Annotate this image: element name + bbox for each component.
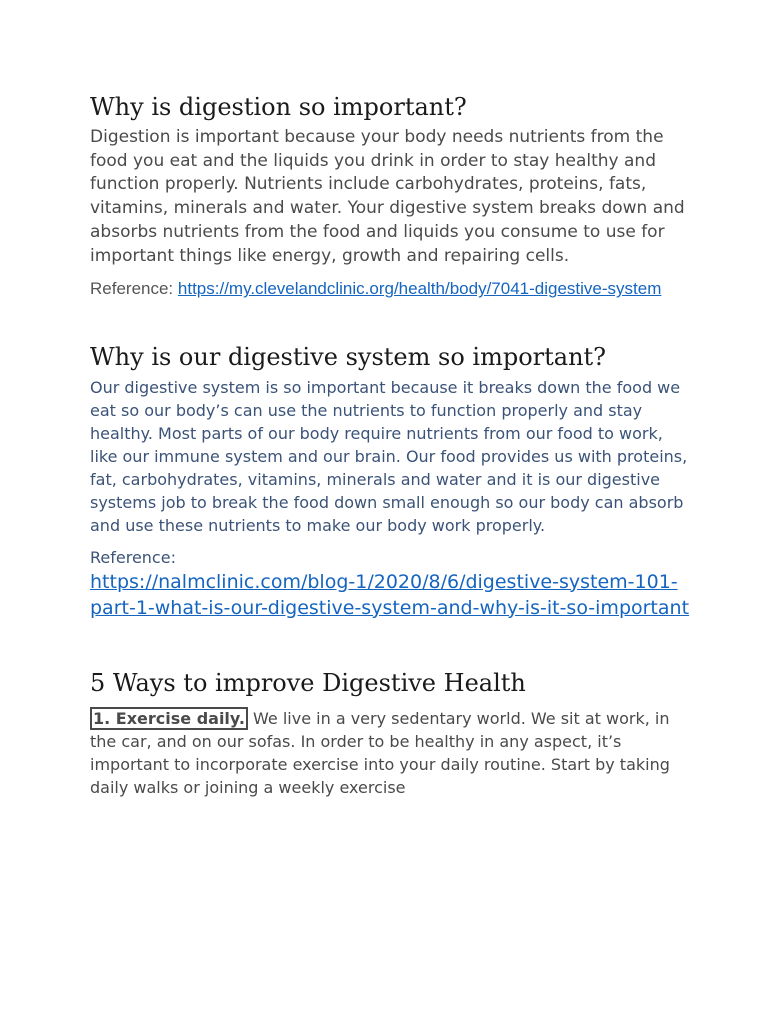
- section-2-body: Our digestive system is so important because it breaks down the food we eat so our body’s can use the nutrients to function properly and stay healthy. Most parts of our body require nutrients from our food to work, like our immune system and our brain. Our food provides us with proteins, fat, carbohydrates, vitamins, minerals and water and it is our digestive systems job to break the food down small enough so our body can absorb and use these nutrients to make our body work properly.: [90, 378, 688, 535]
- document-page: [90, 90, 690, 799]
- section-1-body: Digestion is important because your body needs nutrients from the food you eat and the liquids you drink in order to stay healthy and function properly. Nutrients include carbohydrates, proteins, fats, vitamins, minerals and water. Your digestive system breaks down and absorbs nutrients from the food and liquids you consume to use for important things like energy, growth and repairing cells.: [90, 127, 685, 266]
- reference-label: Reference:: [90, 279, 178, 299]
- clevelandclinic-link[interactable]: https://my.clevelandclinic.org/health/body/7041-digestive-system: [177, 279, 662, 299]
- section-1-reference: [90, 277, 690, 300]
- tip-1-body: We live in a very sedentary world. We sit at work, in the car, and on our sofas. In order to be healthy in any aspect, it’s important to incorporate exercise into your daily routine. Start by taking daily walks or joining a weekly exercise: [90, 708, 670, 797]
- tip-1: [90, 707, 690, 799]
- nalmclinic-link[interactable]: https://nalmclinic.com/blog-1/2020/8/6/digestive-system-101-part-1-what-is-our-digestive-system-and-why-is-it-so-important: [90, 570, 690, 619]
- section-2-heading: Why is our digestive system so important?: [90, 343, 607, 372]
- section-3-heading: 5 Ways to improve Digestive Health: [90, 668, 526, 697]
- section-2-reference: [90, 569, 690, 621]
- section-2-reference-label: Reference:: [90, 547, 176, 567]
- tip-1-title: 1. Exercise daily.: [90, 707, 248, 730]
- section-1-heading: Why is digestion so important?: [90, 93, 467, 121]
